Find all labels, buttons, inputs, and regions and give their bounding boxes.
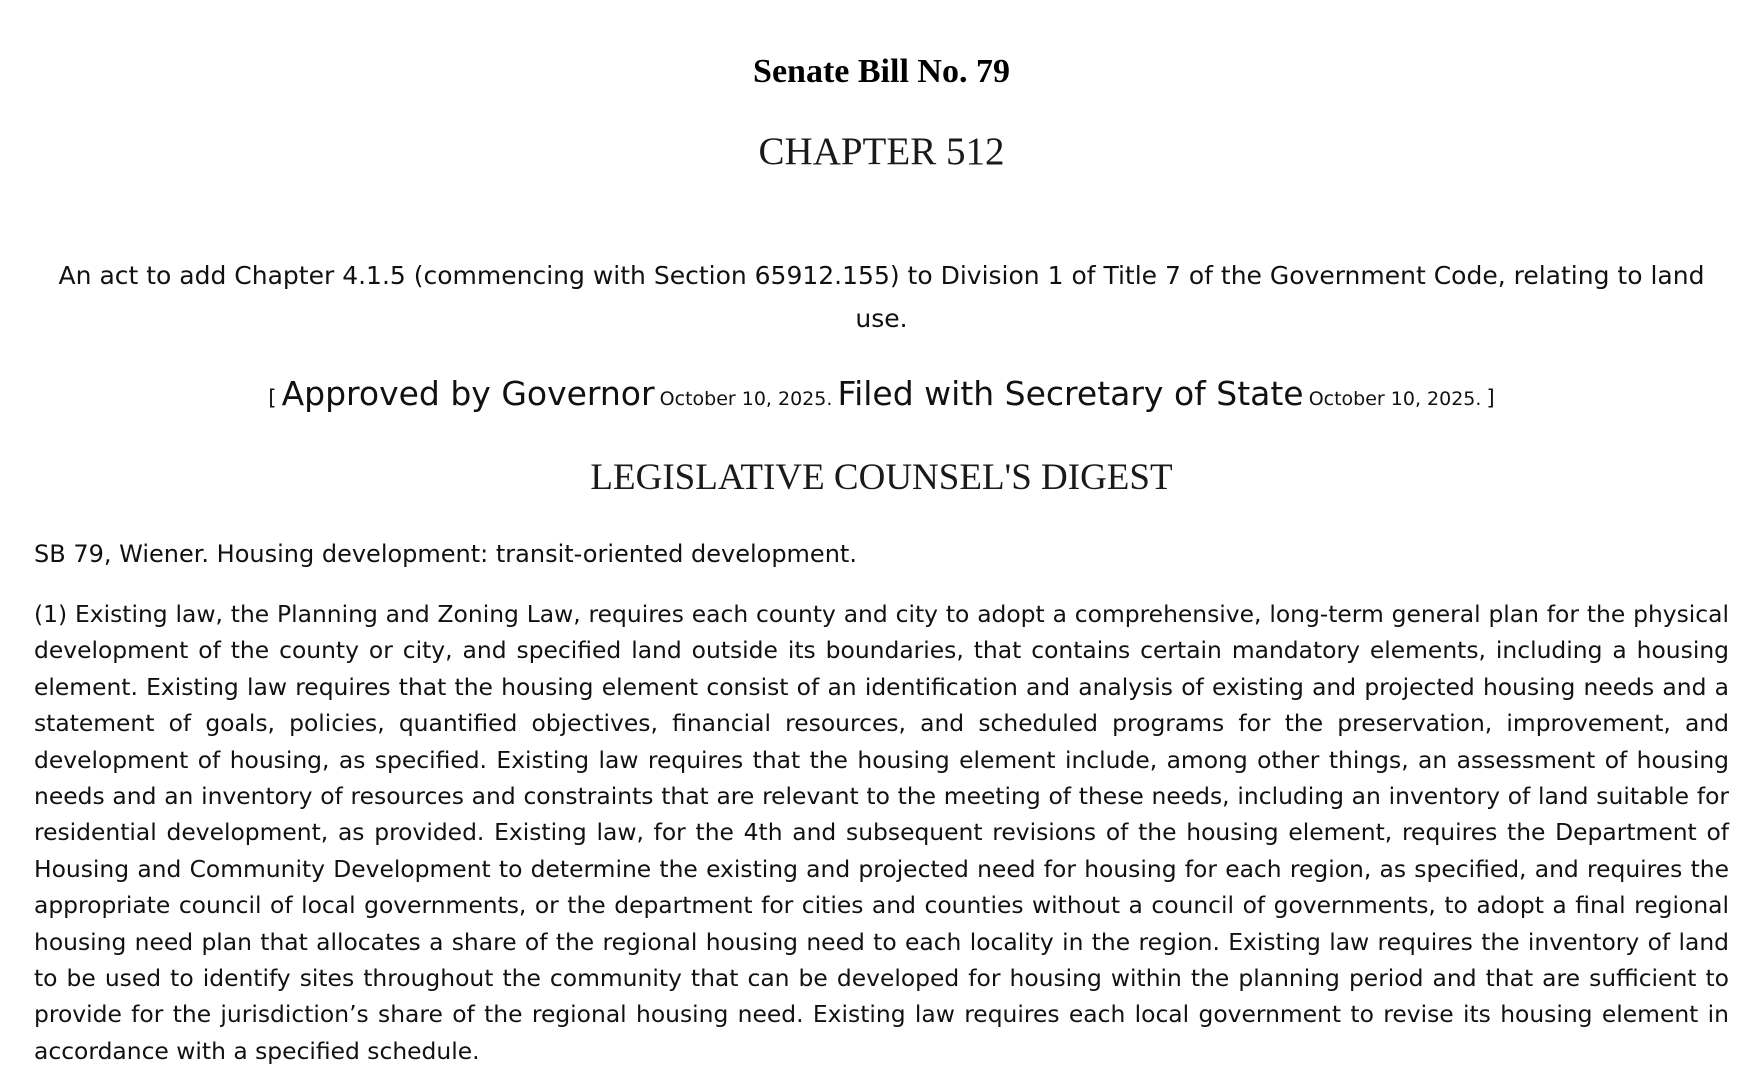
approval-close-bracket: ] xyxy=(1486,386,1495,410)
act-title: An act to add Chapter 4.1.5 (commencing with Section 65912.155) to Division 1 of Title 7 of the Government Code, relating to land use. xyxy=(58,261,1705,333)
approved-by-governor-label: Approved by Governor xyxy=(281,374,655,413)
filed-with-secretary-label: Filed with Secretary of State xyxy=(837,374,1304,413)
digest-paragraph: (1) Existing law, the Planning and Zoning Law, requires each county and city to adopt a comprehensive, long-term general plan for the physical development of the county or city, and specified land outside its boundaries, that contains certain mandatory elements, including a housing element. Existing law requires that the housing element consist of an identification and analysis of existing and projected housing needs and a statement of goals, policies, quantified objectives, financial resources, and scheduled programs for the preservation, improvement, and development of housing, as specified. Existing law requires that the housing element include, among other things, an assessment of housing needs and an inventory of resources and constraints that are relevant to the meeting of these needs, including an inventory of land suitable for residential development, as provided. Existing law, for the 4th and subsequent revisions of the housing element, requires the Department of Housing and Community Development to determine the existing and projected need for housing for each region, as specified, and requires the appropriate council of local governments, or the department for cities and counties without a council of governments, to adopt a final regional housing need plan that allocates a share of the regional housing need to each locality in the region. Existing law requires the inventory of land to be used to identify sites throughout the community that can be developed for housing within the planning period and that are sufficient to provide for the jurisdiction’s share of the regional housing need. Existing law requires each local government to revise its housing element in accordance with a specified schedule. xyxy=(34,600,1729,1065)
digest-subject: SB 79, Wiener. Housing development: transit-oriented development. xyxy=(34,540,857,568)
bill-number-heading: Senate Bill No. 79 xyxy=(753,53,1010,90)
approval-line xyxy=(0,374,1763,413)
approved-date: October 10, 2025. xyxy=(659,388,833,410)
digest-heading: LEGISLATIVE COUNSEL'S DIGEST xyxy=(590,457,1173,498)
filed-date: October 10, 2025. xyxy=(1308,388,1482,410)
approval-open-bracket: [ xyxy=(268,386,277,410)
chapter-heading: CHAPTER 512 xyxy=(758,130,1005,173)
